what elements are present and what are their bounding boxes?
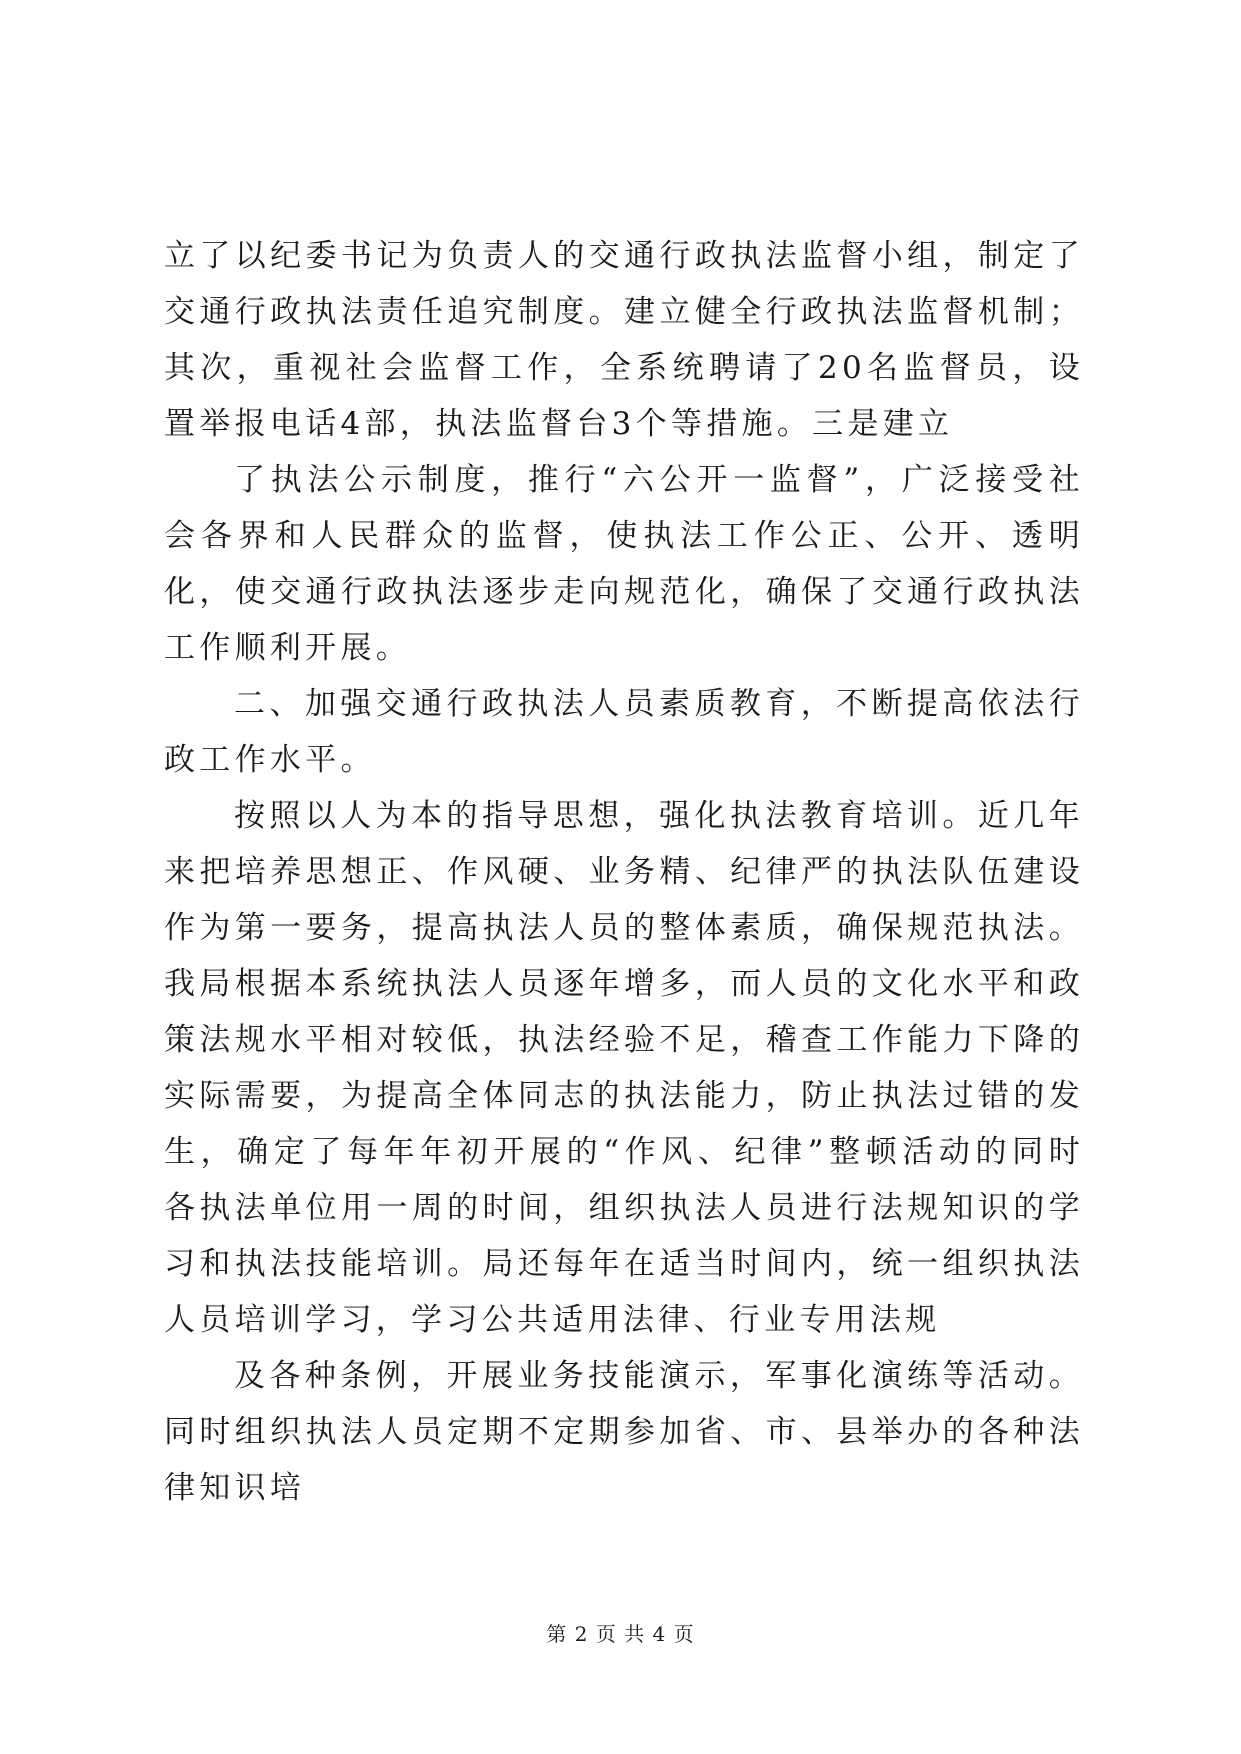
page-footer: 第 2 页 共 4 页 [546, 1622, 695, 1646]
document-body [164, 228, 1084, 1516]
paragraph-5: 及各种条例，开展业务技能演示，军事化演练等活动。同时组织执法人员定期不定期参加省、市、县举办的各种法律知识培 [164, 1358, 1084, 1506]
paragraph-1: 立了以纪委书记为负责人的交通行政执法监督小组，制定了交通行政执法责任追究制度。建立健全行政执法监督机制；其次，重视社会监督工作，全系统聘请了20名监督员，设置举报电话4部，执法监督台3个等措施。三是建立 [164, 238, 1084, 442]
paragraph-4: 按照以人为本的指导思想，强化执法教育培训。近几年来把培养思想正、作风硬、业务精、纪律严的执法队伍建设作为第一要务，提高执法人员的整体素质，确保规范执法。我局根据本系统执法人员逐年增多，而人员的文化水平和政策法规水平相对较低，执法经验不足，稽查工作能力下降的实际需要，为提高全体同志的执法能力，防止执法过错的发生，确定了每年年初开展的“作风、纪律”整顿活动的同时各执法单位用一周的时间，组织执法人员进行法规知识的学习和执法技能培训。局还每年在适当时间内，统一组织执法人员培训学习，学习公共适用法律、行业专用法规 [164, 798, 1084, 1338]
paragraph-2: 了执法公示制度，推行“六公开一监督”，广泛接受社会各界和人民群众的监督，使执法工作公正、公开、透明化，使交通行政执法逐步走向规范化，确保了交通行政执法工作顺利开展。 [164, 462, 1084, 666]
paragraph-3-heading: 二、加强交通行政执法人员素质教育，不断提高依法行政工作水平。 [164, 686, 1084, 778]
